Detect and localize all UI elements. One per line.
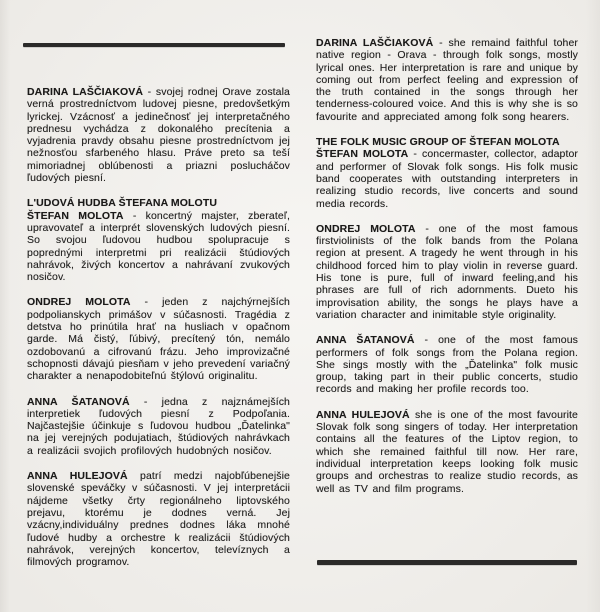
artist-name: ŠTEFAN MOLOTA bbox=[316, 148, 409, 161]
right-column-english bbox=[316, 37, 578, 495]
paragraph-text bbox=[27, 470, 290, 568]
paragraph-body: - koncertný majster, zberateľ, upravovateľ a interprét slovenských ludových piesní. So svojou ľudovou hudbou spolupracuje s poprednými interpretmi pri realizácii štúdiových nahrávok, živých koncertov a nahrávaní zvukových nosičov. bbox=[27, 209, 291, 284]
paragraph-hulejova-en bbox=[316, 409, 578, 495]
top-divider-rule bbox=[23, 43, 285, 47]
paragraph-satanova-sk bbox=[27, 396, 290, 457]
paragraph-hulejova-sk bbox=[27, 470, 290, 568]
paragraph-ondrej-sk bbox=[27, 296, 290, 382]
group-heading: L'UDOVÁ HUDBA ŠTEFANA MOLOTU bbox=[27, 197, 218, 210]
paragraph-text bbox=[27, 210, 290, 284]
paragraph-stefan-sk bbox=[27, 197, 290, 283]
bottom-divider-rule bbox=[317, 560, 577, 565]
paragraph-body: - she remaind faithful toher native region - Orava - through folk songs, mostly lyrical ones. Her interpretation is rare and unique by coming out from perfect feeling and expression of the truth contained in the songs through her tenderness-coloured voice. And this is why she is so favourite and appreciated among folk song hearers. bbox=[316, 37, 578, 123]
paragraph-text bbox=[27, 86, 290, 184]
paragraph-text bbox=[316, 409, 578, 495]
artist-name: ŠTEFAN MOLOTA bbox=[27, 209, 124, 222]
paragraph-text bbox=[316, 334, 578, 395]
paragraph-body: she is one of the most favourite Slovak folk song singers of today. Her interpretation contains all the features of the Liptov region, to which she remained faithful till now. Her rare, individual interpretation keeps looking folk music groups and orchestras to realize studio records, as well as TV and film programs. bbox=[316, 408, 578, 495]
artist-name: ANNA ŠATANOVÁ bbox=[27, 395, 130, 408]
paragraph-text bbox=[316, 37, 578, 123]
artist-name: DARINA LAŠČIAKOVÁ bbox=[27, 86, 144, 98]
paragraph-body: - jeden z najchýrnejších podpolianskych primášov v súčasnosti. Tragédia z detstva ho prinútila hrať na husliach v opačnom garde. Má čistý, ľúbivý, precítený tón, nemálo ozdobovanú a cifrovanú frázu. Jeho improvizačné schopnosti dávajú piesňam v jeho prevedení variačný charakter a nenapodobiteľnú štýlovú originalitu. bbox=[27, 296, 290, 383]
paragraph-text bbox=[316, 223, 578, 321]
artist-name: ANNA HULEJOVÁ bbox=[316, 408, 410, 421]
paragraph-ondrej-en bbox=[316, 223, 578, 321]
paragraph-darina-sk bbox=[27, 86, 290, 184]
paragraph-stefan-en bbox=[316, 136, 578, 210]
paragraph-satanova-en bbox=[316, 334, 578, 395]
artist-name: DARINA LAŠČIAKOVÁ bbox=[316, 37, 434, 49]
paragraph-text bbox=[27, 296, 290, 382]
paragraph-body: - svojej rodnej Orave zostala verná prostredníctvom ludovej piesne, predovšetkým lyrickej. Vzácnosť a jedinečnosť jej interpretačného prednesu vychádza z dokonalého precítenia a vyjadrenia pravdy obsahu piesne prostredníctvom jej nežnosťou sfarbeného hlasu. Práve preto sa teší mimoriadnej oblúbenosti a priazni poslucháčov ľudových piesní. bbox=[27, 86, 290, 185]
paragraph-body: - one of the most famous performers of folk songs from the Polana region. She sings mostly with the „Ďatelinka" folk music group, taking part in their public concerts, studio records and making her profile records too. bbox=[316, 334, 578, 396]
paragraph-body: - jedna z najznámejších interpretiek ľudových piesní z Podpoľania. Najčastejšie účinkuje s ľudovou hudbou „Ďatelinka" na jej verejných podujatiach, štúdiových nahrávkach a realizácii svojich profilových hudobných nosičov. bbox=[27, 395, 291, 457]
paragraph-body: - concermaster, collector, adaptor and performer of Slovak folk songs. His folk music band cooperates with outstanding interpreters in realizing studio records, live concerts and sound media records. bbox=[316, 148, 579, 210]
paragraph-text bbox=[316, 148, 578, 209]
artist-name: ANNA ŠATANOVÁ bbox=[316, 334, 415, 347]
left-column-slovak bbox=[27, 86, 290, 568]
group-heading: THE FOLK MUSIC GROUP OF ŠTEFAN MOLOTA bbox=[316, 136, 560, 149]
artist-name: ONDREJ MOLOTA bbox=[316, 222, 416, 235]
paragraph-body: - one of the most famous firstviolinists of the folk bands from the Polana region at present. A tragedy he went through in his childhood forced him to play violin in reverse guard. His tone is pure, full of inward feeling,and his phrases are full of rich adornments. Dueto his improvisation ability, the songs he plays have a variation character and inimitable style originality. bbox=[316, 222, 578, 321]
paragraph-body: patrí medzi najobľúbenejšie slovenské speváčky v súčasnosti. V jej interpretácii nájdeme všetky črty regionálneho liptovského prejavu, ktorému je dodnes verná. Jej vzácny,individuálny prednes dodnes láka mnohé ľudové hudby a orchestre k realizácii štúdiových nahrávok, verejných koncertov, televíznych a filmových programov. bbox=[27, 470, 290, 569]
paragraph-darina-en bbox=[316, 37, 578, 123]
paragraph-text bbox=[27, 396, 290, 457]
artist-name: ANNA HULEJOVÁ bbox=[27, 470, 128, 483]
artist-name: ONDREJ MOLOTA bbox=[27, 296, 131, 309]
